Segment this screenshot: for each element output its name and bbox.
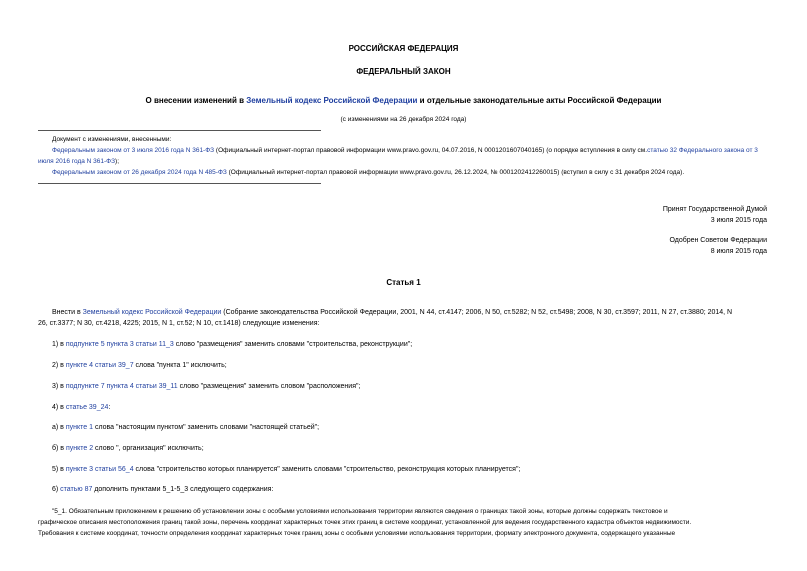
item-b-pre: б) в [52,445,66,452]
amendment-1-end: ); [115,158,120,165]
article-heading: Статья 1 [386,278,421,287]
item-b-link[interactable]: пункте 2 [65,445,94,452]
edition-note: (с изменениями на 26 декабря 2024 года) [340,116,467,123]
item-3-post: слово "размещения" заменить словом "расположения"; [177,383,361,390]
title-post: и отдельные законодательные акты Российской Федерации [417,96,662,105]
item-3-link[interactable]: подпункте 7 пункта 4 статьи 39_11 [65,383,178,390]
item-2-link[interactable]: пункте 4 статьи 39_7 [65,362,134,369]
list-item-4 [52,402,110,413]
list-item-5 [52,464,520,475]
divider-top [38,130,321,131]
law-type-heading: ФЕДЕРАЛЬНЫЙ ЗАКОН [356,67,451,76]
item-2-pre: 2) в [52,362,66,369]
item-6-post: дополнить пунктами 5_1-5_3 следующего содержания: [92,486,274,493]
item-4-post: : [108,404,111,411]
list-item-1 [52,339,412,350]
article-intro-line2: 26, ст.3377; N 30, ст.4218, 4225; 2015, N 1, ст.52; N 10, ст.1418) следующие изменения: [38,320,320,327]
article-32-link[interactable]: статью 32 [647,147,677,154]
item-1-pre: 1) в [52,341,66,348]
land-code-link[interactable]: Земельный кодекс Российской Федерации [246,96,418,105]
amendment-item-1 [38,145,770,167]
amendment-link-361fz[interactable]: Федеральным законом от 3 июля 2016 года N 361-ФЗ [52,147,215,154]
item-a-post: слова "настоящим пунктом" заменить словами "настоящей статьей"; [93,424,320,431]
amendment-item-2 [52,167,684,178]
item-4-link[interactable]: статье 39_24 [65,404,109,411]
list-item-6 [52,484,273,495]
item-1-link[interactable]: подпункте 5 пункта 3 статьи 11_3 [65,341,174,348]
council-date: 8 июля 2015 года [710,248,767,255]
article-intro-line1 [52,307,732,318]
duma-adoption: Принят Государственной Думой [662,206,767,213]
quote-line-3: Требования к системе координат, точности определения координат характерных точек границ зоны с особыми условиями использования территории, формату электронного документа, содержащего указанные [38,530,676,537]
intro-pre: Внести в [52,309,83,316]
quote-line-1: "5_1. Обязательным приложением к решению об установлении зоны с особыми условиями использования территории являются сведения о границах такой зоны, которые должны содержать текстовое и [52,508,668,515]
item-b-post: слово ", организация" исключить; [93,445,204,452]
list-item-3 [52,381,360,392]
amendment-2-text: (Официальный интернет-портал правовой информации www.pravo.gov.ru, 26.12.2024, № 0001202412260015) (вступил в силу с 31 декабря 2024 года). [226,169,685,176]
item-a-pre: а) в [52,424,66,431]
amendment-1-text: (Официальный интернет-портал правовой информации www.pravo.gov.ru, 04.07.2016, N 0001201607040165) (о порядке вступления в силу см. [214,147,648,154]
amendment-link-485fz[interactable]: Федеральным законом от 26 декабря 2024 года N 485-ФЗ [52,169,227,176]
item-5-post: слова "строительство которых планируется" заменить словами "строительство, реконструкция которых планируется"; [133,466,521,473]
item-5-link[interactable]: пункте 3 статьи 56_4 [65,466,134,473]
duma-date: 3 июля 2015 года [710,217,767,224]
list-item-a [52,422,319,433]
country-heading: РОССИЙСКАЯ ФЕДЕРАЦИЯ [348,44,459,53]
intro-land-code-link[interactable]: Земельный кодекс Российской Федерации [82,309,222,316]
item-2-post: слова "пункта 1" исключить; [133,362,227,369]
item-5-pre: 5) в [52,466,66,473]
divider-bottom [38,183,321,184]
quote-line-2: графическое описания местоположения границ такой зоны, перечень координат характерных точек этих границ в системе координат, установленной для ведения государственного кадастра объектов недвижимости. [38,519,692,526]
title-pre: О внесении изменений в [145,96,247,105]
amendments-intro: Документ с изменениями, внесенными: [52,136,172,143]
document-title [0,96,807,105]
intro-text-1: (Собрание законодательства Российской Федерации, 2001, N 44, ст.4147; 2006, N 50, ст.5282; N 52, ст.5498; 2008, N 30, ст.3597; 2011, N 27, ст.3880; 2014, N [221,309,733,316]
list-item-b [52,443,204,454]
item-6-pre: 6) [52,486,61,493]
item-4-pre: 4) в [52,404,66,411]
item-1-post: слово "размещения" заменить словами "строительства, реконструкции"; [173,341,413,348]
item-a-link[interactable]: пункте 1 [65,424,93,431]
law-361fz-link[interactable]: Федерального закона от 3 июля 2016 года N 361-ФЗ [38,147,758,165]
council-approval: Одобрен Советом Федерации [669,237,767,244]
list-item-2 [52,360,227,371]
item-3-pre: 3) в [52,383,66,390]
item-6-link[interactable]: статью 87 [60,486,93,493]
